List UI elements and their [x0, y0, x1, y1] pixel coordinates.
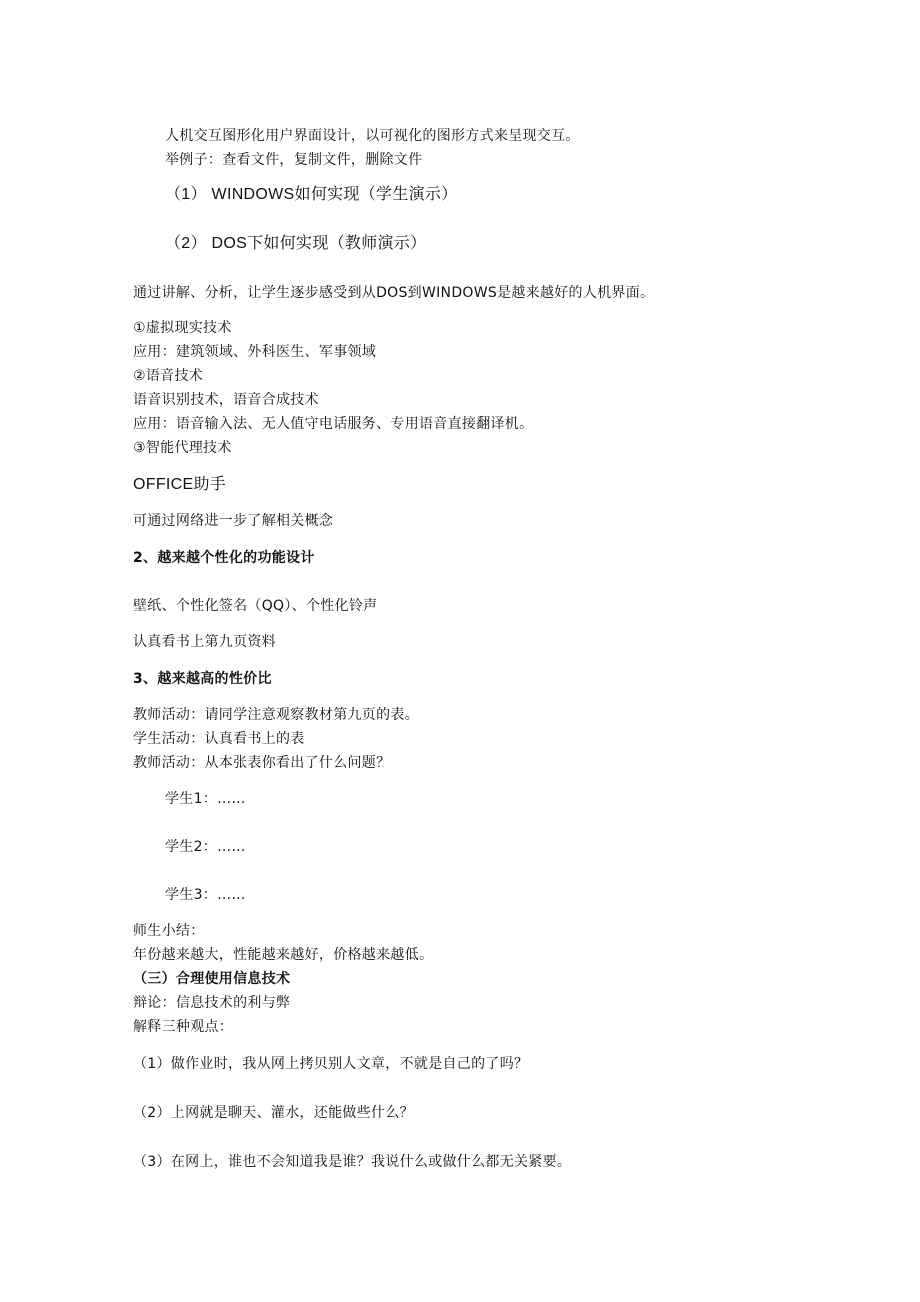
- student-answer-2: 学生2：……: [165, 839, 246, 855]
- paragraph-teacher-activity-2: 教师活动：从本张表你看出了什么问题？: [133, 755, 391, 771]
- heading-proper-use: （三）合理使用信息技术: [133, 971, 291, 987]
- view-2: （2）上网就是聊天、灌水，还能做些什么？: [133, 1105, 414, 1121]
- view-1: （1）做作业时，我从网上拷贝别人文章，不就是自己的了吗？: [133, 1056, 529, 1072]
- paragraph-summary-dos-windows: 通过讲解、分析，让学生逐步感受到从DOS到WINDOWS是越来越好的人机界面。: [133, 285, 655, 301]
- student-answer-3: 学生3：……: [165, 887, 246, 903]
- heading-personalized-design: 2、越来越个性化的功能设计: [133, 550, 315, 566]
- paragraph-speech-applications: 应用：语音输入法、无人值守电话服务、专用语音直接翻译机。: [133, 416, 534, 432]
- paragraph-example: 举例子：查看文件，复制文件，删除文件: [165, 152, 423, 168]
- paragraph-summary-text: 年份越来越大，性能越来越好，价格越来越低。: [133, 947, 434, 963]
- paragraph-read-page-nine: 认真看书上第九页资料: [133, 634, 276, 650]
- item-windows: （1） WINDOWS如何实现（学生演示）: [165, 186, 458, 203]
- heading-speech-tech: ②语音技术: [133, 368, 204, 384]
- paragraph-student-activity: 学生活动：认真看书上的表: [133, 731, 305, 747]
- paragraph-summary-label: 师生小结：: [133, 923, 205, 939]
- paragraph-speech-tech: 语音识别技术，语音合成技术: [133, 392, 319, 408]
- paragraph-three-views: 解释三种观点：: [133, 1019, 234, 1035]
- heading-cost-performance: 3、越来越高的性价比: [133, 671, 272, 687]
- view-3: （3）在网上，谁也不会知道我是谁？我说什么或做什么都无关紧要。: [133, 1154, 572, 1170]
- paragraph-teacher-activity-1: 教师活动：请同学注意观察教材第九页的表。: [133, 707, 419, 723]
- item-dos: （2） DOS下如何实现（教师演示）: [165, 235, 427, 252]
- heading-intelligent-agent: ③智能代理技术: [133, 440, 232, 456]
- paragraph-debate: 辩论：信息技术的利与弊: [133, 995, 291, 1011]
- paragraph-personalization-examples: 壁纸、个性化签名（QQ）、个性化铃声: [133, 598, 378, 614]
- paragraph-vr-applications: 应用：建筑领域、外科医生、军事领域: [133, 344, 377, 360]
- student-answer-1: 学生1：……: [165, 791, 246, 807]
- paragraph-office-assistant: OFFICE助手: [133, 476, 227, 493]
- paragraph-gui-design: 人机交互图形化用户界面设计，以可视化的图形方式来呈现交互。: [165, 128, 580, 144]
- paragraph-learn-more: 可通过网络进一步了解相关概念: [133, 513, 334, 529]
- heading-virtual-reality: ①虚拟现实技术: [133, 320, 232, 336]
